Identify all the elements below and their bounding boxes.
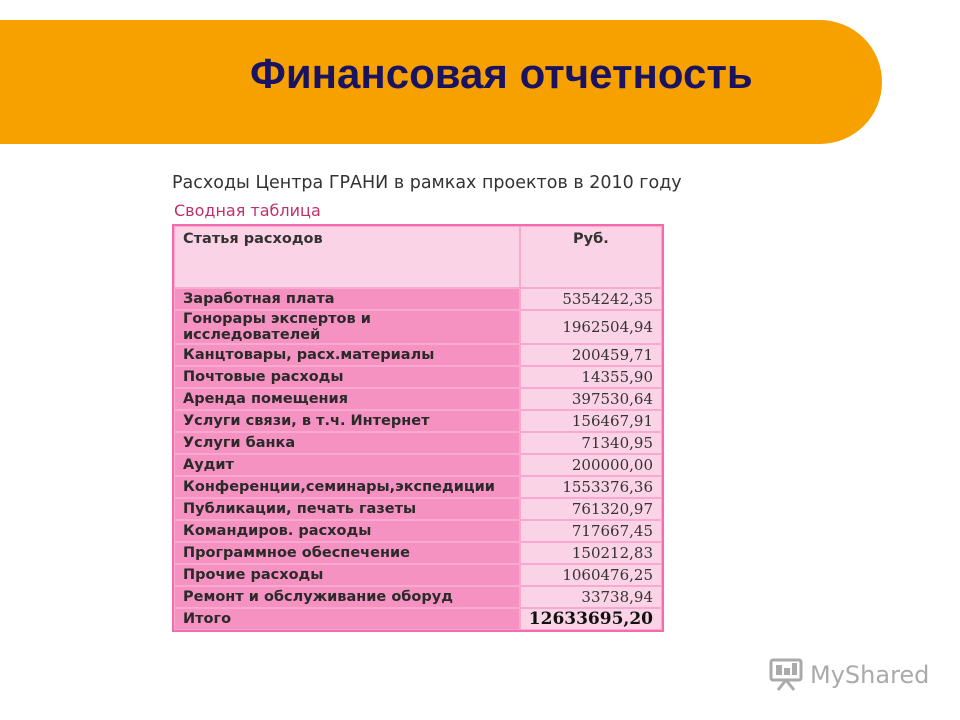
expense-item-name: Канцтовары, расх.материалы: [174, 344, 520, 366]
expense-item-value: 33738,94: [520, 586, 662, 608]
table-row: [174, 498, 662, 520]
expense-item-name: Услуги связи, в т.ч. Интернет: [174, 410, 520, 432]
expense-item-value: 150212,83: [520, 542, 662, 564]
table-row: [174, 366, 662, 388]
table-caption: Сводная таблица: [174, 201, 321, 220]
expense-item-value: 156467,91: [520, 410, 662, 432]
table-row: [174, 388, 662, 410]
expense-item-value: 200000,00: [520, 454, 662, 476]
expense-item-name: Ремонт и обслуживание оборуд: [174, 586, 520, 608]
expense-item-name: Аренда помещения: [174, 388, 520, 410]
expense-item-value: 200459,71: [520, 344, 662, 366]
watermark-text: MyShared: [810, 661, 930, 689]
expense-item-name: Публикации, печать газеты: [174, 498, 520, 520]
expenses-table: [172, 224, 664, 632]
table-row: [174, 344, 662, 366]
table-row: [174, 410, 662, 432]
expense-item-value: 1060476,25: [520, 564, 662, 586]
expense-item-name: Командиров. расходы: [174, 520, 520, 542]
presentation-icon: [768, 658, 804, 692]
table-row: [174, 608, 662, 630]
table-row: [174, 520, 662, 542]
expense-item-name: Программное обеспечение: [174, 542, 520, 564]
expense-item-value: 12633695,20: [520, 608, 662, 630]
expense-item-name: Итого: [174, 608, 520, 630]
expense-item-name: Гонорары экспертов и исследователей: [174, 310, 520, 344]
expense-item-value: 14355,90: [520, 366, 662, 388]
table-row: [174, 432, 662, 454]
table-row: [174, 564, 662, 586]
table-row: [174, 586, 662, 608]
expense-item-value: 1553376,36: [520, 476, 662, 498]
expense-item-name: Прочие расходы: [174, 564, 520, 586]
table-row: [174, 542, 662, 564]
header-rub: Руб.: [520, 226, 662, 288]
myshared-watermark: [768, 658, 929, 692]
table-header-row: [174, 226, 662, 288]
expense-item-value: 71340,95: [520, 432, 662, 454]
expense-item-name: Заработная плата: [174, 288, 520, 310]
table-row: [174, 310, 662, 344]
expense-item-value: 717667,45: [520, 520, 662, 542]
slide-subtitle: Расходы Центра ГРАНИ в рамках проектов в 2010 году: [172, 173, 682, 193]
expense-item-value: 761320,97: [520, 498, 662, 520]
slide-title: Финансовая отчетность: [250, 50, 753, 97]
header-expense-item: Статья расходов: [174, 226, 520, 288]
expense-item-name: Почтовые расходы: [174, 366, 520, 388]
expense-item-value: 5354242,35: [520, 288, 662, 310]
expense-item-name: Услуги банка: [174, 432, 520, 454]
expense-item-name: Конференции,семинары,экспедиции: [174, 476, 520, 498]
table-row: [174, 288, 662, 310]
expense-item-name: Аудит: [174, 454, 520, 476]
table-row: [174, 454, 662, 476]
expense-item-value: 1962504,94: [520, 310, 662, 344]
expense-item-value: 397530,64: [520, 388, 662, 410]
table-row: [174, 476, 662, 498]
